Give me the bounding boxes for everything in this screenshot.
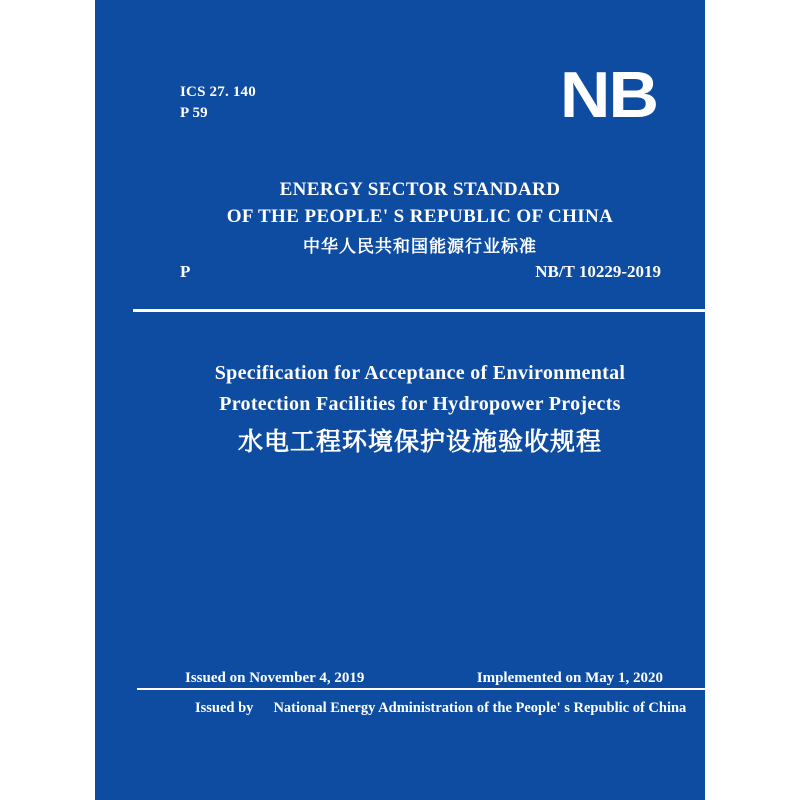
org-name-en-line1: ENERGY SECTOR STANDARD — [279, 179, 561, 200]
implemented-date: Implemented on May 1, 2020 — [476, 670, 663, 686]
issued-by-row — [195, 699, 685, 718]
title-cn: 水电工程环境保护设施验收规程 — [237, 429, 602, 456]
p-classification-code: P 59 — [180, 105, 208, 121]
org-name-en-line2: OF THE PEOPLE' S REPUBLIC OF CHINA — [226, 206, 614, 227]
nb-logo: NB — [559, 58, 657, 131]
top-divider-line — [133, 309, 705, 312]
standard-title — [135, 358, 705, 460]
ics-code: ICS 27. 140 — [180, 84, 256, 100]
standard-number: NB/T 10229-2019 — [535, 262, 661, 281]
bottom-divider-line — [137, 688, 705, 690]
title-en-line2: Protection Facilities for Hydropower Projects — [219, 393, 621, 415]
standard-org-heading — [135, 176, 705, 259]
issued-by-value: National Energy Administration of the People' s Republic of China — [273, 700, 687, 716]
classification-codes — [180, 82, 256, 124]
dates-row — [185, 668, 663, 688]
org-name-cn: 中华人民共和国能源行业标准 — [303, 237, 537, 256]
issued-date: Issued on November 4, 2019 — [185, 670, 365, 686]
class-and-number-row — [180, 261, 661, 283]
standard-cover-page — [95, 0, 705, 800]
title-en-line1: Specification for Acceptance of Environmental — [214, 362, 626, 384]
class-letter: P — [180, 262, 191, 281]
issued-by-label: Issued by — [195, 700, 254, 716]
